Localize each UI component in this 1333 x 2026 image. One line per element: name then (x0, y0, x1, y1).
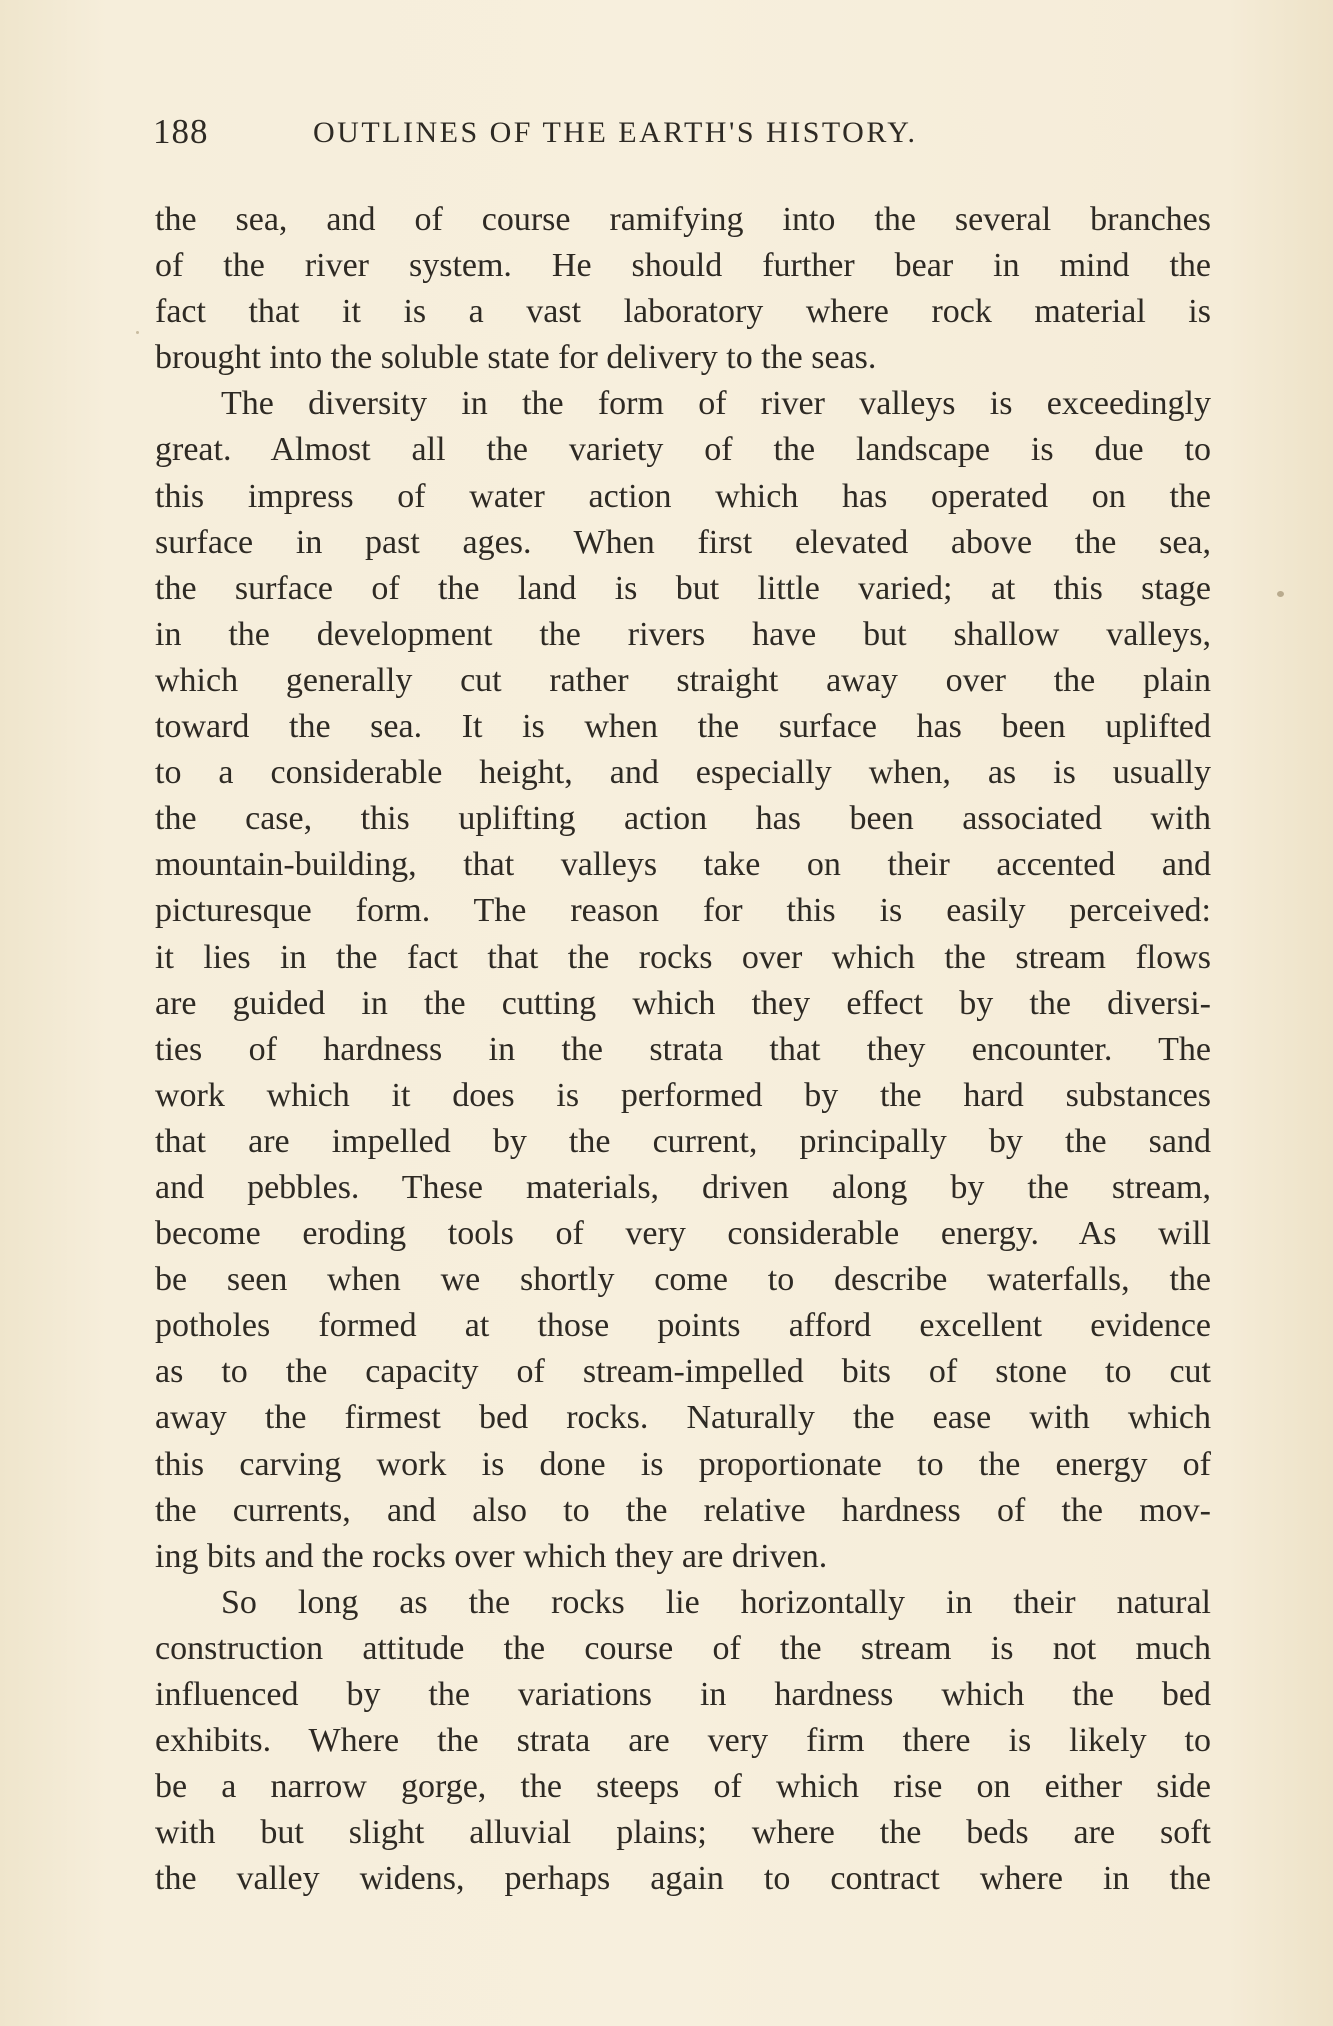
text-line: great. Almost all the variety of the landscape is due to (155, 431, 1211, 469)
text-line: become eroding tools of very considerable energy. As will (155, 1215, 1211, 1253)
text-line: of the river system. He should further bear in mind the (155, 247, 1211, 285)
text-line: are guided in the cutting which they effect by the diversi- (155, 984, 1211, 1022)
text-line: fact that it is a vast laboratory where rock material is (155, 293, 1211, 331)
paragraph-start-line: The diversity in the form of river valleys is exceedingly (221, 385, 1211, 423)
page-header (153, 112, 1210, 162)
text-line: exhibits. Where the strata are very firm there is likely to (155, 1722, 1211, 1760)
body-text (155, 197, 1211, 1902)
paper-speck (1277, 591, 1284, 597)
text-line: in the development the rivers have but shallow valleys, (155, 615, 1211, 653)
text-line: it lies in the fact that the rocks over which the stream flows (155, 938, 1211, 976)
text-line: be a narrow gorge, the steeps of which rise on either side (155, 1768, 1211, 1806)
text-line: to a considerable height, and especially when, as is usually (155, 754, 1211, 792)
paragraph-start-line: So long as the rocks lie horizontally in their natural (221, 1583, 1211, 1621)
page-number: 188 (153, 112, 209, 151)
text-line: construction attitude the course of the stream is not much (155, 1629, 1211, 1667)
text-line: this carving work is done is proportionate to the energy of (155, 1445, 1211, 1483)
text-line: this impress of water action which has operated on the (155, 477, 1211, 515)
text-line: and pebbles. These materials, driven along by the stream, (155, 1168, 1211, 1206)
text-line: which generally cut rather straight away over the plain (155, 661, 1211, 699)
text-line: the currents, and also to the relative hardness of the mov- (155, 1491, 1211, 1529)
paper-speck (136, 331, 139, 334)
text-line: with but slight alluvial plains; where the beds are soft (155, 1814, 1211, 1852)
text-line: the surface of the land is but little varied; at this stage (155, 569, 1211, 607)
text-line: the case, this uplifting action has been associated with (155, 800, 1211, 838)
text-line: toward the sea. It is when the surface has been uplifted (155, 708, 1211, 746)
text-line: brought into the soluble state for delivery to the seas. (155, 339, 877, 377)
text-line: potholes formed at those points afford excellent evidence (155, 1307, 1211, 1345)
text-line: mountain-building, that valleys take on their accented and (155, 846, 1211, 884)
running-title: OUTLINES OF THE EARTH'S HISTORY. (313, 116, 918, 149)
text-line: picturesque form. The reason for this is easily perceived: (155, 892, 1211, 930)
text-line: that are impelled by the current, principally by the sand (155, 1122, 1211, 1160)
text-line: surface in past ages. When first elevated above the sea, (155, 523, 1211, 561)
text-line: influenced by the variations in hardness which the bed (155, 1676, 1211, 1713)
text-line: the sea, and of course ramifying into the several branches (155, 201, 1211, 238)
text-line: ing bits and the rocks over which they are driven. (155, 1537, 828, 1575)
text-line: be seen when we shortly come to describe waterfalls, the (155, 1261, 1211, 1299)
text-line: ties of hardness in the strata that they encounter. The (155, 1030, 1211, 1068)
text-line: as to the capacity of stream-impelled bits of stone to cut (155, 1353, 1211, 1391)
text-line: the valley widens, perhaps again to contract where in the (155, 1860, 1211, 1898)
text-line: away the firmest bed rocks. Naturally the ease with which (155, 1399, 1211, 1437)
text-line: work which it does is performed by the hard substances (155, 1076, 1211, 1114)
